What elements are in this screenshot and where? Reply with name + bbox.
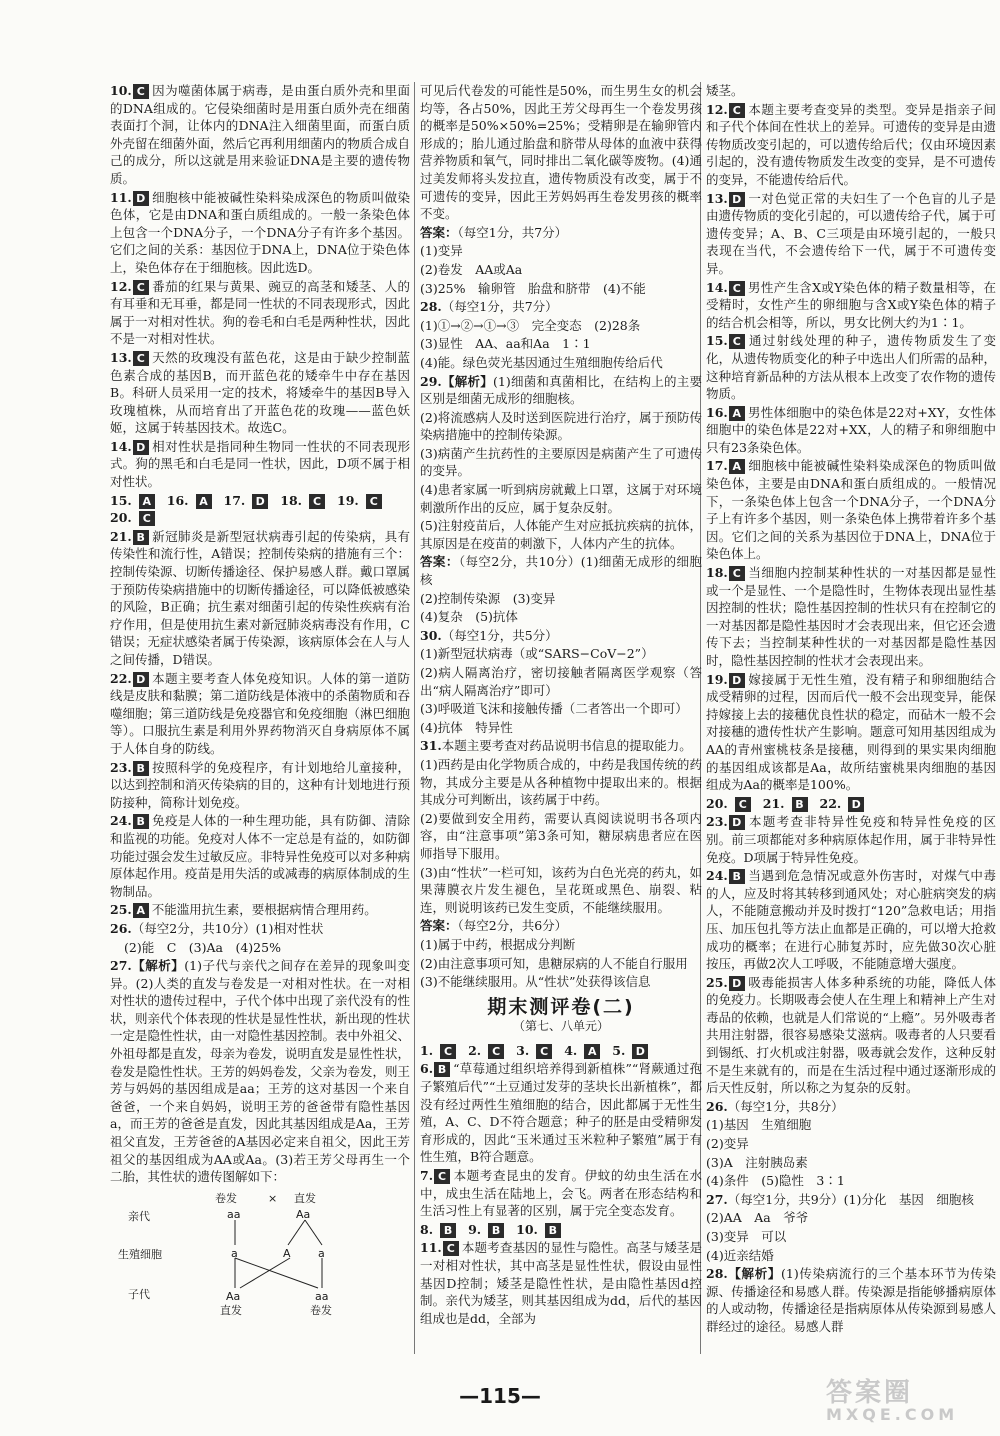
question-number: 23.: [110, 759, 132, 775]
inline-answer: [706, 796, 757, 811]
question-number: 23.: [706, 814, 728, 830]
answer-text: 免疫是人体的一种生理功能，具有防御、清除和监视的功能。免疫对人体不一定总是有益的，如防御功能过强会发生过敏反应。非特异性免疫可以对多种病原体起作用。疫苗是用失活的或减毒的病原体制成的生物制品。: [110, 813, 411, 899]
answer-text: (4)条件 (5)隐性 3∶1: [706, 1173, 845, 1189]
answer-text: 本题主要考查人体免疫知识。人体的第一道防线是皮肤和黏膜；第二道防线是体液中的杀菌物质和吞噬细胞；第三道防线是免疫器官和免疫细胞（淋巴细胞等）。口服抗生素是利用外界药物消灭自身病原体不属于人体自身的防线。: [110, 670, 411, 756]
answer-choice: C: [434, 1169, 450, 1184]
answer-item: [706, 82, 996, 100]
answer-text: （每空1分，共5分）: [441, 627, 558, 643]
answer-text: (1)细菌和真菌相比，在结构上的主要区别是细菌无成形的细胞核。: [420, 373, 702, 407]
answer-choice: C: [729, 103, 745, 118]
answer-item: [420, 737, 702, 755]
answer-choice: B: [133, 530, 149, 545]
answer-text: 可见后代卷发的可能性是50%，而生男生女的机会均等，各占50%，因此王芳父母再生一个卷发男孩的概率是50%×50%=25%；受精卵是在输卵管内形成的；胎儿通过胎盘和脐带从母体的血液中获得营养物质和氧气，同时排出二氧化碳等废物。(4)通过美发师将头发拉直，遗传物质没有改变，属于不可遗传的变异，因此王芳妈妈再生卷发男孩的概率不变。: [420, 83, 702, 222]
question-number: 13.: [110, 349, 132, 365]
question-number: 17.: [706, 458, 728, 474]
answer-item: [420, 1060, 702, 1166]
answer-item: [420, 645, 702, 663]
answer-item: [110, 349, 410, 437]
answer-item: [110, 670, 410, 758]
answer-choice: A: [584, 1044, 600, 1059]
inline-answer: [516, 1043, 558, 1058]
answer-text: 男性体细胞中的染色体是22对+XY，女性体细胞中的染色体是22对+XX，人的精子和卵细胞中只有23条染色体。: [706, 404, 996, 455]
answer-item: [420, 82, 702, 223]
answer-choice: C: [729, 566, 745, 581]
right-parent-trait: 直发: [294, 1191, 316, 1205]
answer-text: “草莓通过组织培养得到新植株”“肾蕨通过孢子繁殖后代”“土豆通过发芽的茎块长出新植株”，都没有经过两性生殖细胞的结合，因此都属于无性生殖，A、C、D不符合题意；种子的胚是由受精卵发育形成的，因此“玉米通过玉米粒种子繁殖”属于有性生殖，B符合题意。: [420, 1061, 702, 1165]
answer-choice: C: [133, 280, 149, 295]
question-number: 12.: [706, 101, 728, 117]
answer-tag: 【解析】: [131, 958, 185, 974]
section-title: 期末测评卷(二): [487, 995, 635, 1018]
inline-answer: [224, 493, 275, 508]
question-number: 31.: [420, 738, 442, 754]
answer-choice: D: [133, 440, 149, 455]
inline-answer: [612, 1043, 654, 1058]
answer-text: 男性产生含X或Y染色体的精子数量相等，在受精时，女性产生的卵细胞与含X或Y染色体的精子的结合机会相等，所以，男女比例大约为1∶1。: [706, 279, 996, 330]
answer-item: [706, 1209, 996, 1227]
answer-item: [706, 1116, 996, 1134]
right-gamete-dominant: A: [283, 1246, 291, 1260]
answer-choice: C: [133, 84, 149, 99]
answer-text: (2)将流感病人及时送到医院进行治疗，属于预防传染病措施中的控制传染源。: [420, 409, 702, 443]
answer-choice: C: [729, 281, 745, 296]
question-number: 5.: [612, 1042, 626, 1058]
left-parent-genotype: aa: [227, 1207, 241, 1221]
answer-item: [420, 354, 702, 372]
answer-text: 当细胞内控制某种性状的一对基因都是显性或一个是显性、一个是隐性时，生物体表现出显性基因控制的性状；隐性基因控制的性状只有在控制它的一对基因都是隐性基因时才会表现出来，但它还会遗传下去；当控制某种性状的一对基因都是隐性基因时，隐性基因控制的性状才会表现出来。: [706, 565, 996, 668]
answer-choice: A: [139, 494, 155, 509]
answer-item: [420, 864, 702, 917]
answer-choice: B: [729, 869, 745, 884]
answer-text: 细胞核中能被碱性染料染成深色的物质叫做染色体，主要是由DNA和蛋白质组成的。一般情况下，一条染色体上包含一个DNA分子，一个DNA分子上有许多个基因，则一条染色体上携带着许多个基因。它们之间的关系为基因位于DNA上，DNA位于染色体上。: [706, 458, 996, 562]
answer-text: 番茄的红果与黄果、豌豆的高茎和矮茎、人的有耳垂和无耳垂，都是同一性状的不同表现形式，因此属于一对相对性状。狗的卷毛和白毛是两种性状，因此不是一对相对性状。: [110, 278, 411, 347]
answer-text: （每空1分，共7分）: [441, 299, 558, 315]
answer-text: (4)复杂 (5)抗体: [420, 609, 518, 625]
answer-choice: D: [729, 673, 745, 688]
question-number: 25.: [706, 974, 728, 990]
answer-item: [706, 1172, 996, 1190]
answer-item: [706, 101, 996, 189]
answer-list: [110, 82, 410, 1186]
answer-item: [706, 1228, 996, 1246]
answer-item: [420, 955, 702, 973]
answer-item: [110, 812, 410, 900]
answer-text: （每空1分，共8分）: [727, 1098, 844, 1114]
answer-item: [706, 1191, 996, 1209]
answer-item: [706, 332, 996, 402]
answer-item: [110, 438, 410, 491]
inline-answer: [763, 796, 814, 811]
answer-text: (2)能 C (3)Aa (4)25%: [124, 939, 281, 955]
question-number: 20.: [110, 510, 132, 526]
answer-text: (2)由注意事项可知，患糖尿病的人不能自行服用: [420, 955, 688, 971]
answer-item: [110, 939, 410, 957]
question-number: 7.: [420, 1168, 434, 1184]
answer-text: （每空2分，共10分）(1)细菌无成形的细胞核: [420, 554, 702, 588]
column-middle: [420, 82, 702, 1328]
inline-answer: [110, 493, 161, 508]
answer-text: （每空1分，共9分）(1)分化 基因 细胞核: [727, 1191, 974, 1207]
answer-choice: B: [792, 797, 808, 812]
question-number: 13.: [706, 190, 728, 206]
answer-list: [706, 82, 996, 1336]
answer-text: (4)能。绿色荧光基因通过生殖细胞传给后代: [420, 354, 663, 370]
gametes-label: 生殖细胞: [118, 1247, 162, 1261]
left-parent-trait: 卷发: [215, 1191, 237, 1205]
answer-item: [706, 190, 996, 278]
question-number: 10.: [110, 83, 132, 98]
answer-tag: 答案：: [420, 554, 459, 570]
answer-text: (2)变异: [706, 1136, 749, 1152]
answer-item: [420, 242, 702, 260]
answer-choice: B: [133, 814, 149, 829]
answer-item: [420, 590, 702, 608]
answer-choice: A: [729, 406, 745, 421]
watermark-text: 答案圈: [826, 1378, 914, 1408]
inline-answer: [110, 510, 161, 525]
question-number: 2.: [468, 1042, 482, 1058]
answer-item: [110, 278, 410, 348]
answer-text: (2)控制传染源 (3)变异: [420, 590, 556, 606]
answer-text: (1)子代与亲代之间存在差异的现象叫变异。(2)人类的直发与卷发是一对相对性状。在一对相对性状的遗传过程中，子代个体中出现了亲代没有的性状，则亲代个体表现的性状是显性性状，新出现的性状一定是隐性性状，由一对隐性基因控制。表中外祖父、外祖母都是直发，母亲为卷发，说明直发是显性性状，卷发是隐性性状。王芳的妈妈卷发，父亲为卷发，则王芳与妈妈的基因组成是aa；王芳的这对基因一个来自爸爸，一个来自妈妈，说明王芳的爸爸带有隐性基因a，而王芳的爸爸是直发，因此其基因组成是Aa，王芳祖父直发，王芳爸爸的A基因必定来自祖父，因此王芳祖父的基因组成为AA或Aa。(3)若王芳父母再生一个二胎，其性状的遗传图解如下：: [110, 958, 411, 1185]
answer-choice: B: [545, 1223, 561, 1238]
answer-text: (3)A 注射胰岛素: [706, 1154, 808, 1170]
inline-answer: [564, 1043, 606, 1058]
answer-item: [420, 224, 702, 242]
answer-choice: C: [133, 351, 149, 366]
answer-text: 因为噬菌体属于病毒，是由蛋白质外壳和里面的DNA组成的。它侵染细菌时是用蛋白质外壳在细菌表面打个洞，让体内的DNA注入细菌里面，而蛋白质外壳留在细菌外面，然后它再利用细菌内的物质合成自己的成分，所以这就是用来验证DNA是主要的遗传物质。: [110, 83, 411, 186]
question-number: 21.: [110, 528, 132, 544]
answer-text: （每空2分，共6分）: [457, 918, 568, 934]
answer-item: [706, 279, 996, 332]
question-number: 26.: [110, 920, 132, 936]
answer-list: [420, 82, 702, 991]
answer-item: [420, 317, 702, 335]
question-number: 3.: [516, 1042, 530, 1058]
answer-item: [706, 795, 996, 813]
answer-text: 新冠肺炎是新型冠状病毒引起的传染病，具有传染性和流行性，A错误；控制传染病的措施有三个：控制传染源、切断传播途径、保护易感人群。戴口罩属于预防传染病措施中的切断传播途径，可以降低被感染的风险，B正确；抗生素对细菌引起的传染性疾病有治疗作用，但是使用抗生素对新冠肺炎病毒没有作用，C错误；无症状感染者属于传染源，该病原体会在人与人之间传播，D错误。: [110, 528, 411, 667]
question-number: 26.: [706, 1098, 728, 1114]
answer-text: 嫁接属于无性生殖，没有精子和卵细胞结合成受精卵的过程，因而后代一般不会出现变异，能保持嫁接上去的接穗优良性状的稳定，而砧木一般不会对接穗的遗传性状产生影响。题意可知用基因组成为AA的青州蜜桃枝条是接穗，则得到的果实果肉细胞的基因组成该都是Aa，故所结蜜桃果肉细胞的基因组成为Aa的概率是100%。: [706, 671, 996, 793]
inline-answer: [280, 493, 331, 508]
answer-text: (3)不能继续服用。从“性状”处获得该信息: [420, 974, 651, 990]
answer-item: [420, 664, 702, 699]
question-number: 24.: [110, 813, 132, 829]
question-number: 11.: [420, 1240, 442, 1256]
answer-item: [706, 867, 996, 973]
answer-item: [420, 373, 702, 408]
question-number: 8.: [420, 1221, 434, 1237]
inheritance-diagram: [110, 1190, 410, 1320]
parents-label: 亲代: [128, 1209, 150, 1223]
question-number: 19.: [337, 492, 359, 508]
inline-answer: [468, 1222, 510, 1237]
answer-text: (1)变异: [420, 243, 463, 259]
column-right: [706, 82, 996, 1337]
answer-item: [706, 1154, 996, 1172]
answer-item: [110, 901, 410, 919]
answer-item: [420, 1042, 702, 1060]
answer-choice: C: [366, 494, 382, 509]
answer-choice: B: [488, 1223, 504, 1238]
question-number: 16.: [166, 492, 189, 508]
question-number: 29.: [420, 373, 442, 389]
answer-text: (4)患者家属一听到病房就戴上口罩，这属于对环境刺激所作出的反应，属于复杂反射。: [420, 482, 702, 515]
question-number: 12.: [110, 278, 132, 294]
answer-choice: D: [848, 797, 864, 812]
answer-choice: B: [133, 761, 149, 776]
question-number: 19.: [706, 671, 728, 687]
answer-item: [420, 335, 702, 353]
answer-text: (2)AA Aa 爷爷: [706, 1210, 809, 1226]
answer-text: (2)卷发 AA或Aa: [420, 261, 523, 277]
question-number: 15.: [110, 492, 132, 508]
answer-choice: C: [536, 1044, 552, 1059]
answer-text: (1)①→②→①→③ 完全变态 (2)28条: [420, 317, 641, 333]
answer-text: 通过射线处理的种子，遗传物质发生了变化，从遗传物质变化的种子中选出人们所需的品种，这种培育新品种的方法从根本上改变了农作物的遗传物质。: [706, 333, 996, 402]
answer-text: (3)呼吸道飞沫和接触传播（二者答出一个即可）: [420, 701, 688, 717]
inline-answer: [468, 1043, 510, 1058]
answer-text: 本题考查非特异性免疫和特异性免疫的区别。前三项都能对多种病原体起作用，属于非特异性免疫。D项属于特异性免疫。: [706, 814, 996, 865]
answer-item: [420, 936, 702, 954]
watermark-url: MXQE.COM: [826, 1405, 959, 1424]
answer-tag: 【解析】: [441, 373, 494, 389]
answer-text: (3)病菌产生抗药性的主要原因是病菌产生了可遗传的变异。: [420, 445, 702, 479]
column-divider: [414, 82, 415, 1354]
answer-text: （每空1分，共7分）: [457, 224, 568, 240]
offspring-label: 子代: [128, 1287, 150, 1301]
answer-choice: C: [139, 511, 155, 526]
answer-item: [420, 481, 702, 516]
answer-text: 按照科学的免疫程序，有计划地给儿童接种，以达到控制和消灭传染病的目的，这种有计划地进行预防接种，简称计划免疫。: [110, 759, 411, 810]
answer-text: (3)显性 AA、aa和Aa 1∶1: [420, 336, 591, 352]
left-gamete: a: [231, 1246, 238, 1260]
answer-item: [706, 1247, 996, 1265]
offspring-1-trait: 直发: [220, 1303, 242, 1317]
answer-text: (1)西药是由化学物质合成的，中药是我国传统的药物，其成分主要是从各种植物中提取出来的。根据其成分可判断出，该药属于中药。: [420, 756, 702, 808]
question-number: 21.: [762, 795, 785, 811]
question-number: 18.: [706, 565, 728, 581]
inline-answer: [820, 796, 871, 811]
answer-item: [420, 1167, 702, 1220]
answer-item: [706, 404, 996, 457]
answer-choice: C: [488, 1044, 504, 1059]
answer-choice: D: [133, 672, 149, 687]
answer-item: [420, 917, 702, 935]
question-number: 14.: [110, 438, 132, 454]
question-number: 20.: [706, 795, 728, 811]
answer-choice: C: [443, 1241, 459, 1256]
inline-answer: [516, 1222, 567, 1237]
answer-text: 天然的玫瑰没有蓝色花，这是由于缺少控制蓝色素合成的基因B，而开蓝色花的矮牵牛中存在基因B。科研人员采用一定的技术，将矮牵牛的基因B导入玫瑰植株，从而培育出了开蓝色花的玫瑰——蓝色妖姬，这属于转基因技术。故选C。: [110, 349, 410, 436]
inline-answer: [420, 1222, 462, 1237]
answer-text: 不能滥用抗生素，要根据病情合理用药。: [151, 902, 377, 918]
answer-item: [420, 719, 702, 737]
answer-item: [420, 445, 702, 480]
answer-item: [706, 974, 996, 1097]
right-gamete-recessive: a: [318, 1246, 325, 1260]
answer-list: [420, 1042, 702, 1328]
question-number: 27.: [706, 1191, 728, 1207]
answer-item: [706, 457, 996, 563]
answer-text: (1)属于中药，根据成分判断: [420, 936, 576, 952]
answer-item: [706, 1265, 996, 1335]
question-number: 10.: [516, 1221, 538, 1237]
column-left: [110, 82, 410, 1320]
answer-text: 本题主要考查对药品说明书信息的提取能力。: [441, 738, 692, 754]
answer-item: [110, 920, 410, 938]
watermark-logo: [826, 1372, 986, 1428]
answer-choice: B: [434, 1062, 450, 1077]
answer-item: [420, 553, 702, 588]
answer-choice: C: [309, 494, 325, 509]
answer-choice: D: [133, 191, 149, 206]
answer-item: [706, 671, 996, 794]
answer-item: [420, 280, 702, 298]
answer-text: (2)病人隔离治疗，密切接触者隔离医学观察（答出“病人隔离治疗”即可）: [420, 665, 702, 698]
answer-text: 一对色觉正常的夫妇生了一个色盲的儿子是由遗传物质的变化引起的，可以遗传给子代，属于可遗传变异；A、B、C三项是由环境引起的，一般只表现在当代，不会遗传给下一代，属于不可遗传变异。: [706, 190, 996, 276]
answer-text: (1)传染病流行的三个基本环节为传染源、传播途径和易感人群。传染源是指能够播病原体的人或动物，传播途径是指病原体从传染源到易感人群经过的途径。易感人群: [706, 1266, 996, 1334]
answer-choice: D: [252, 494, 268, 509]
inline-answer: [420, 1043, 462, 1058]
answer-text: (1)基因 生殖细胞: [706, 1117, 812, 1133]
question-number: 9.: [468, 1221, 482, 1237]
answer-text: (3)变异 可以: [706, 1229, 787, 1244]
answer-choice: D: [729, 976, 745, 991]
answer-tag: 【解析】: [727, 1266, 782, 1282]
answer-item: [420, 298, 702, 316]
answer-item: [420, 700, 702, 718]
answer-choice: A: [133, 903, 149, 918]
answer-choice: B: [440, 1223, 456, 1238]
answer-text: 矮茎。: [706, 83, 744, 98]
answer-text: （每空2分，共10分）(1)相对性状: [131, 920, 324, 936]
answer-item: [706, 1098, 996, 1116]
answer-choice: C: [440, 1044, 456, 1059]
question-number: 14.: [706, 279, 728, 295]
answer-tag: 答案：: [420, 918, 458, 934]
right-parent-genotype: Aa: [296, 1207, 311, 1221]
answer-item: [420, 627, 702, 645]
answer-choice: C: [735, 797, 751, 812]
question-number: 22.: [110, 670, 132, 686]
answer-item: [420, 517, 702, 552]
offspring-2-trait: 卷发: [310, 1303, 332, 1317]
question-number: 25.: [110, 902, 132, 918]
answer-item: [110, 492, 410, 527]
answer-text: (4)抗体 特异性: [420, 719, 513, 735]
answer-choice: D: [729, 192, 745, 207]
question-number: 1.: [420, 1042, 434, 1058]
question-number: 16.: [706, 404, 728, 420]
question-number: 28.: [706, 1266, 728, 1282]
question-number: 18.: [280, 492, 302, 508]
answer-choice: D: [729, 815, 745, 830]
answer-item: [420, 810, 702, 863]
question-number: 15.: [706, 333, 728, 349]
answer-item: [706, 1135, 996, 1153]
answer-item: [706, 564, 996, 670]
answer-text: 本题考查基因的显性与隐性。高茎与矮茎是一对相对性状，其中高茎是显性性状，假设由显性基因D控制；矮茎是隐性性状，是由隐性基因d控制。亲代为矮茎，则其基因组成为dd，后代的基因组成也是dd，全部为: [420, 1240, 702, 1326]
answer-text: (3)由“性状”一栏可知，该药为白色光亮的药丸，如果薄膜衣片发生褪色，呈花斑或黑色、崩裂、粘连，则说明该药已发生变质，不能继续服用。: [420, 864, 702, 915]
answer-item: [110, 189, 410, 277]
answer-choice: A: [729, 459, 745, 474]
answer-item: [420, 973, 702, 991]
answer-text: 吸毒能损害人体多种系统的功能，降低人体的免疫力。长期吸毒会使人在生理上和精神上产生对毒品的依赖，也就是人们常说的“上瘾”。另外吸毒者共用注射器，很容易感染艾滋病。吸毒者的人只要看到锡纸、打火机或注射器，吸毒就会发作，这种反射不是生来就有的，而是在生活过程中通过逐渐形成的后天性反射，所以称之为复杂的反射。: [706, 974, 996, 1096]
answer-item: [420, 756, 702, 809]
answer-text: 相对性状是指同种生物同一性状的不同表现形式。狗的黑毛和白毛是同一性状，因此，D项不属于相对性状。: [110, 438, 410, 490]
answer-text: 本题考查昆虫的发育。伊蚊的幼虫生活在水中，成虫生活在陆地上，会飞。两者在形态结构和生活习性上有显著的区别，属于完全变态发育。: [420, 1168, 702, 1219]
page-number: —115—: [459, 1384, 541, 1408]
inline-answer: [337, 493, 388, 508]
answer-item: [706, 813, 996, 866]
section-subtitle: （第七、八单元）: [512, 1019, 609, 1034]
question-number: 27.: [110, 958, 132, 974]
question-number: 22.: [819, 795, 842, 811]
question-number: 11.: [110, 189, 132, 205]
answer-tag: 答案：: [420, 224, 458, 240]
inline-answer: [167, 493, 218, 508]
offspring-2-genotype: aa: [315, 1289, 329, 1303]
answer-item: [420, 1221, 702, 1239]
answer-text: (2)要做到安全用药，需要认真阅读说明书各项内容，由“注意事项”第3条可知，糖尿病患者应在医师指导下服用。: [420, 810, 702, 861]
answer-item: [420, 261, 702, 279]
question-number: 28.: [420, 299, 442, 315]
answer-text: (1)新型冠状病毒（或“SARS−CoV−2”）: [420, 646, 654, 662]
answer-item: [110, 528, 410, 669]
answer-choice: A: [196, 494, 212, 509]
question-number: 30.: [420, 627, 442, 643]
answer-item: [110, 759, 410, 812]
offspring-1-genotype: Aa: [226, 1289, 241, 1303]
answer-item: [420, 1239, 702, 1327]
answer-text: (5)注射疫苗后，人体能产生对应抵抗疾病的抗体，其原因是在疫苗的刺激下，人体内产生的抗体。: [420, 518, 702, 551]
question-number: 17.: [223, 492, 246, 508]
answer-item: [420, 409, 702, 444]
answer-text: (3)25% 输卵管 胎盘和脐带 (4)不能: [420, 280, 646, 296]
question-number: 4.: [564, 1042, 578, 1058]
answer-text: 细胞核中能被碱性染料染成深色的物质叫做染色体，它是由DNA和蛋白质组成的。一般一条染色体上包含一个DNA分子，一个DNA分子有许多个基因。它们之间的关系：基因位于DNA上，DNA位于染色体上，染色体存在于细胞核。因此选D。: [110, 189, 410, 275]
answer-text: 本题主要考查变异的类型。变异是指亲子间和子代个体间在性状上的差异。可遗传的变异是由遗传物质改变引起的，可以遗传给后代；仅由环境因素引起的，没有遗传物质发生改变的变异，是不可遗传的变异，不能遗传给后代。: [706, 101, 996, 187]
question-number: 6.: [420, 1061, 434, 1077]
answer-item: [420, 608, 702, 626]
answer-item: [110, 82, 410, 188]
answer-choice: D: [632, 1044, 648, 1059]
answer-item: [110, 957, 410, 1186]
cross-symbol: ×: [268, 1191, 278, 1205]
answer-text: 当遇到危急情况或意外伤害时，对煤气中毒的人，应及时将其转移到通风处；对心脏病突发的病人，不能随意搬动并及时拨打“120”急救电话；用指压、加压包扎等方法止血都是正确的，可以增大抢救成功的概率；在进行心肺复苏时，应先做30次心脏按压，再做2次人工呼吸，不能随意增大强度。: [706, 868, 996, 972]
question-number: 24.: [706, 868, 728, 884]
answer-choice: C: [729, 334, 745, 349]
answer-text: (4)近亲结婚: [706, 1247, 774, 1263]
